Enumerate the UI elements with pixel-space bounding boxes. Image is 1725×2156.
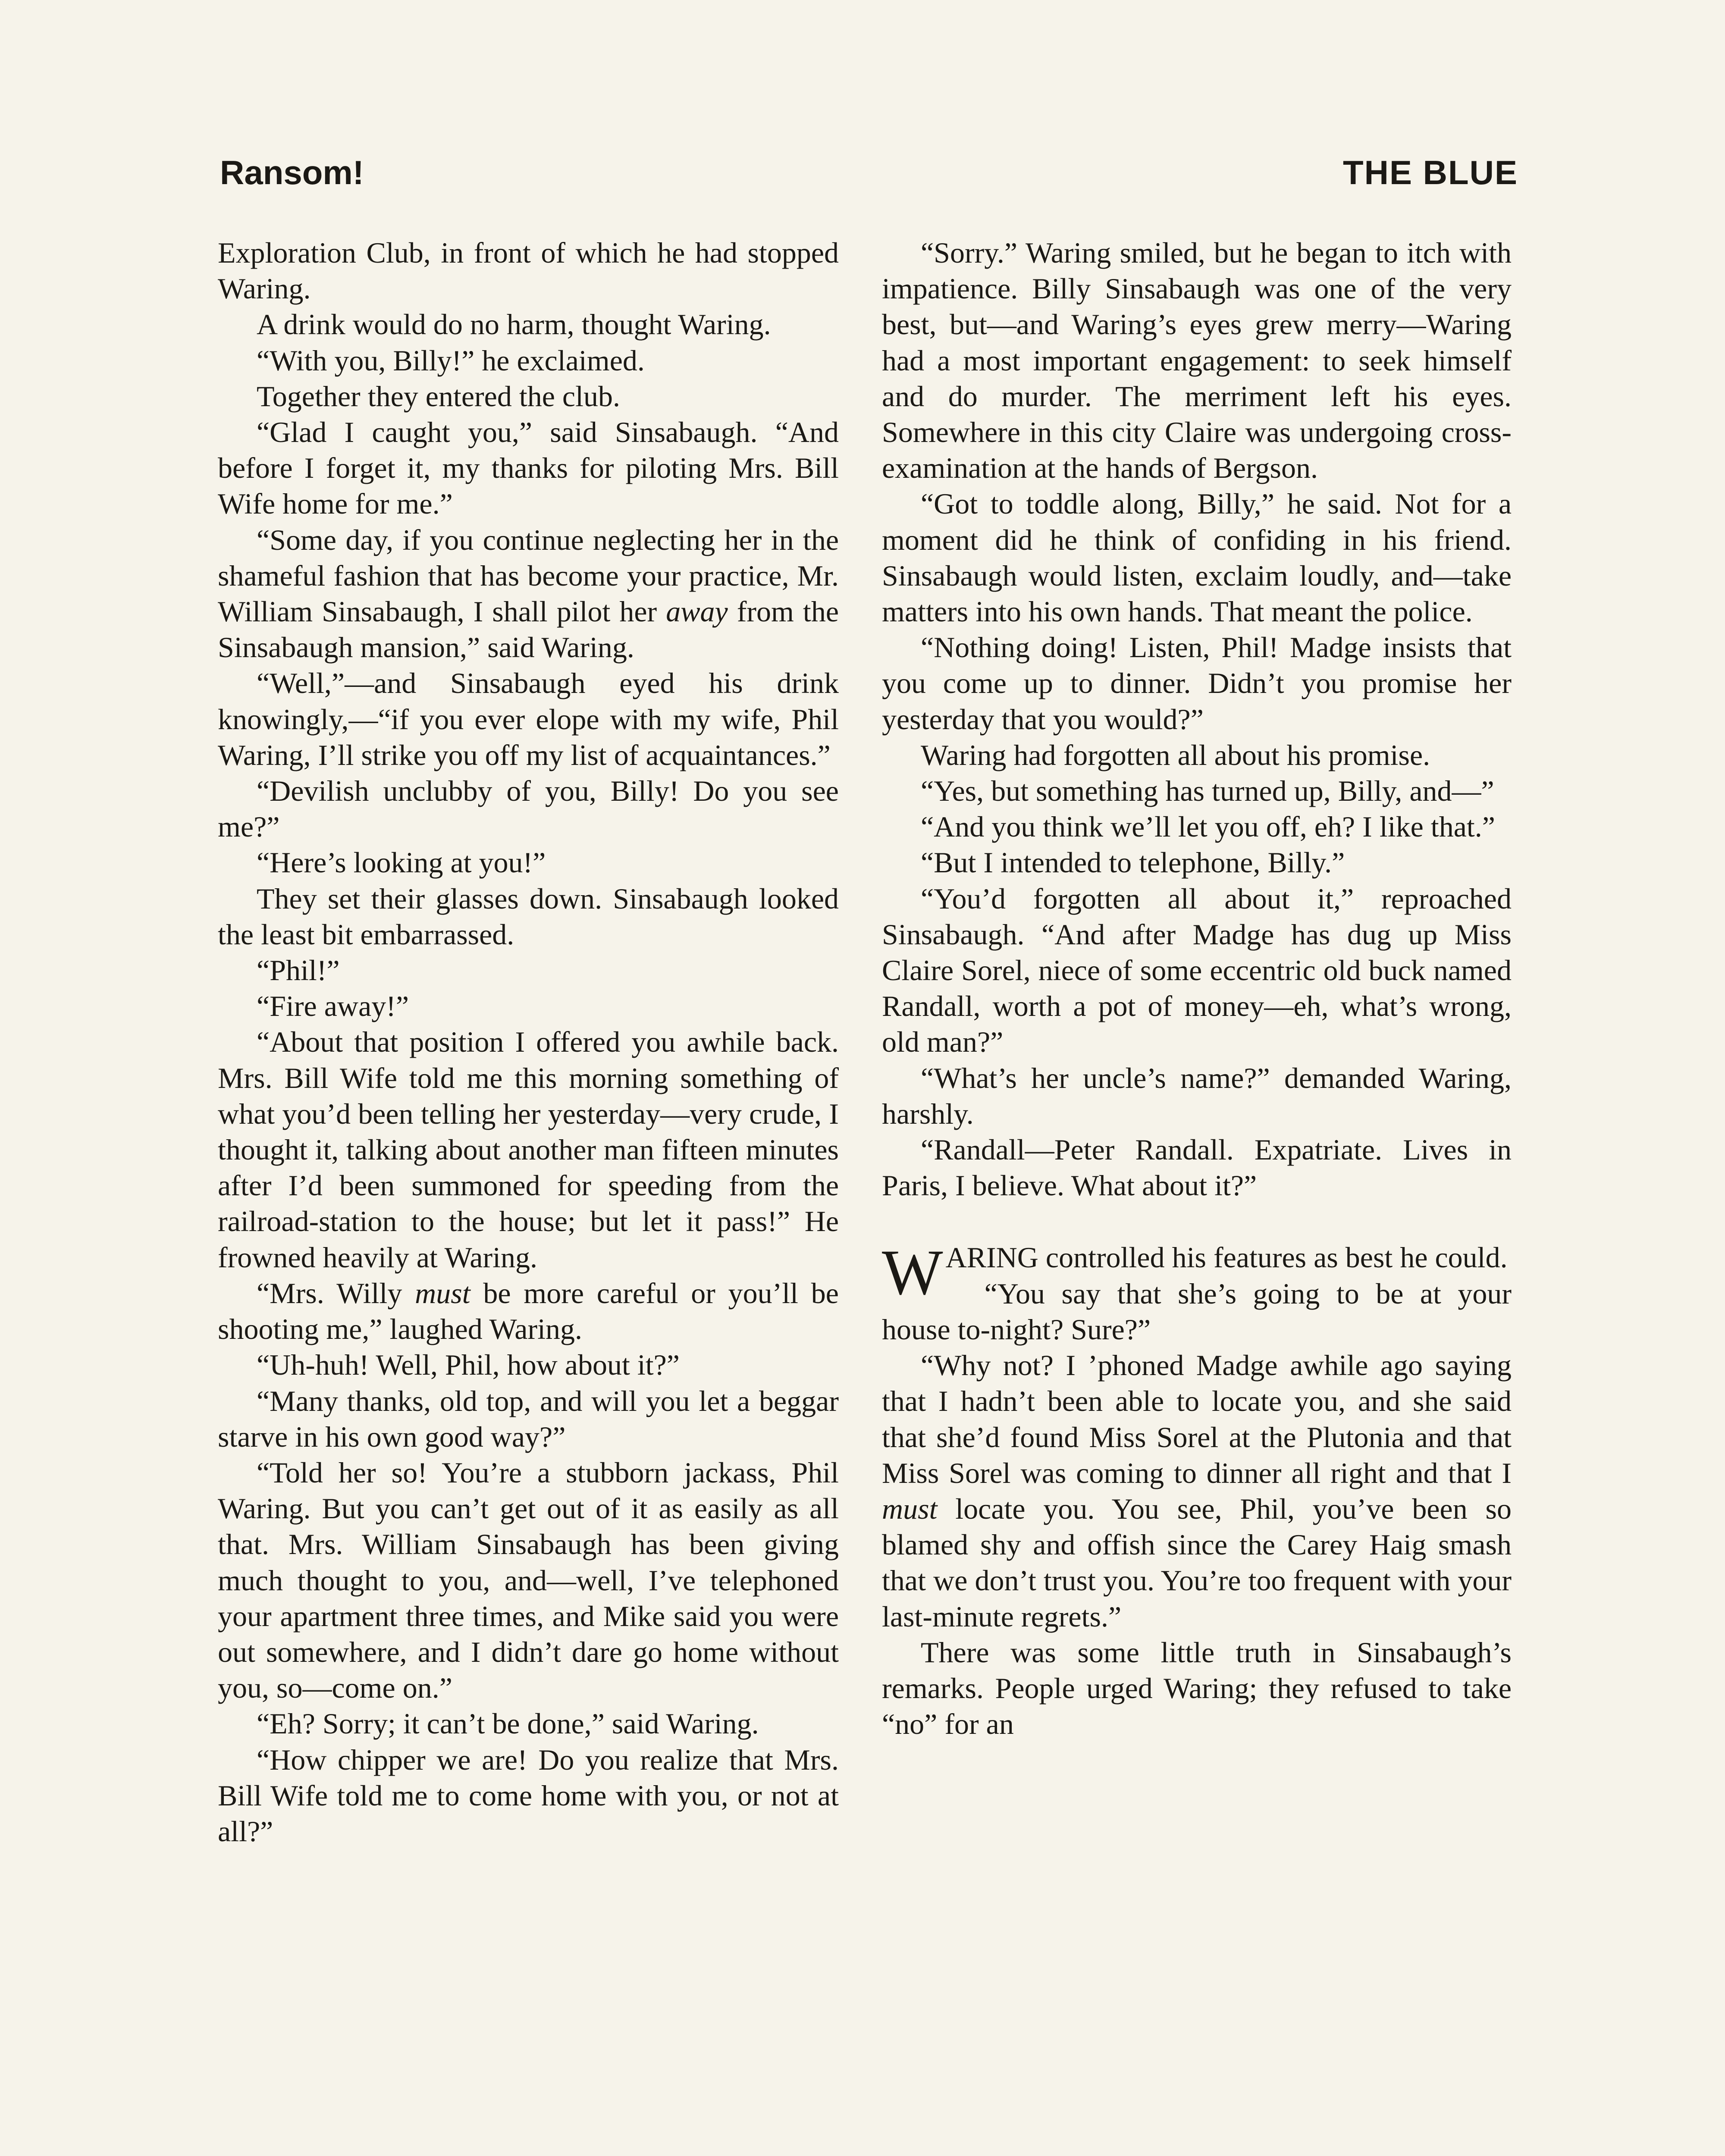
paragraph: A drink would do no harm, thought Waring. (257, 308, 771, 341)
paragraph: “What’s her uncle’s name?” demanded Waring, harshly. (882, 1061, 1512, 1130)
paragraph-text: be more careful or you’ll be shooting me,” laughed Waring. (218, 1276, 839, 1346)
paragraph: “Nothing doing! Listen, Phil! Madge insists that you come up to dinner. Didn’t you promise her yesterday that you would?” (882, 631, 1512, 736)
paragraph (882, 1348, 1512, 1635)
paragraph: “Got to toddle along, Billy,” he said. Not for a moment did he think of confiding in his friend. Sinsabaugh would listen, exclaim loudly, and—take matters into his own hands. That meant the police. (882, 487, 1512, 628)
paragraph: “And you think we’ll let you off, eh? I like that.” (921, 810, 1495, 843)
paragraph-text: locate you. You see, Phil, you’ve been so blamed shy and offish since the Carey Haig smash that we don’t trust you. You’re too frequent with your last-minute regrets.” (882, 1492, 1512, 1633)
paragraph: “You’d forgotten all about it,” reproached Sinsabaugh. “And after Madge has dug up Miss Claire Sorel, niece of some eccentric old buck named Randall, worth a pot of money—eh, what’s wrong, old man?” (882, 882, 1512, 1059)
paragraph: Together they entered the club. (257, 379, 620, 413)
paragraph: “Here’s looking at you!” (257, 846, 546, 879)
paragraph: “Fire away!” (257, 990, 409, 1023)
right-text-column (882, 235, 1512, 1742)
section-break (882, 1237, 1512, 1742)
paragraph: “Eh? Sorry; it can’t be done,” said Waring. (257, 1707, 759, 1740)
paragraph: They set their glasses down. Sinsabaugh looked the least bit embarrassed. (218, 882, 839, 951)
paragraph: There was some little truth in Sinsabaugh’s remarks. People urged Waring; they refused to take “no” for an (882, 1636, 1512, 1741)
paragraph: “But I intended to telephone, Billy.” (921, 846, 1345, 879)
drop-cap-paragraph-text: ARING controlled his features as best he could. (945, 1241, 1508, 1274)
paragraph: “Phil!” (257, 954, 340, 987)
story-title: Ransom! (220, 154, 364, 191)
paragraph: Waring had forgotten all about his promise. (921, 738, 1430, 771)
paragraph: “Sorry.” Waring smiled, but he began to itch with impatience. Billy Sinsabaugh was one of the very best, but—and Waring’s eyes grew merry—Waring had a most important engagement: to seek himself and do murder. The merriment left his eyes. Somewhere in this city Claire was undergoing cross-examination at the hands of Bergson. (882, 236, 1512, 485)
paragraph: “You say that she’s going to be at your house to-night? Sure?” (882, 1277, 1512, 1346)
paragraph-text: “Why not? I ’phoned Madge awhile ago saying that I hadn’t been able to locate you, and she said that she’d found Miss Sorel at the Plutonia and that Miss Sorel was coming to dinner all right and that I (882, 1349, 1512, 1489)
paragraph: “How chipper we are! Do you realize that Mrs. Bill Wife told me to come home with you, or not at all?” (218, 1743, 839, 1848)
paragraph: “Many thanks, old top, and will you let a beggar starve in his own good way?” (218, 1384, 839, 1453)
paragraph: “Yes, but something has turned up, Billy, and—” (921, 774, 1494, 808)
emphasized-word: must (415, 1276, 470, 1310)
left-text-column (218, 235, 839, 1849)
running-header (220, 149, 1518, 196)
paragraph: “About that position I offered you awhile back. Mrs. Bill Wife told me this morning something of what you’d been telling her yesterday—very crude, I thought it, talking about another man fifteen minutes after I’d been summoned for speeding from the railroad-station to the house; but let it pass!” He frowned heavily at Waring. (218, 1025, 839, 1274)
paragraph: Exploration Club, in front of which he had stopped Waring. (218, 236, 839, 305)
paragraph-text: “Mrs. Willy (257, 1276, 415, 1310)
paragraph-text: from the Sinsabaugh mansion,” said Waring. (218, 595, 839, 664)
right-column-part-2 (882, 1276, 1512, 1742)
paragraph-text: “Some day, if you continue neglecting her in the shameful fashion that has become your practice, Mr. William Sinsabaugh, I shall pilot her (218, 523, 839, 628)
drop-cap-paragraph (882, 1237, 1512, 1309)
right-column-part-1 (882, 235, 1512, 1203)
paragraph: “Well,”—and Sinsabaugh eyed his drink knowingly,—“if you ever elope with my wife, Phil Waring, I’ll strike you off my list of acquaintances.” (218, 667, 839, 771)
paragraph: “Randall—Peter Randall. Expatriate. Lives in Paris, I believe. What about it?” (882, 1133, 1512, 1202)
emphasized-word: away (666, 595, 728, 628)
paragraph: “Told her so! You’re a stubborn jackass, Phil Waring. But you can’t get out of it as easily as all that. Mrs. William Sinsabaugh has been giving much thought to you, and—well, I’ve telephoned your apartment three times, and Mike said you were out somewhere, and I didn’t dare go home without you, so—come on.” (218, 1456, 839, 1705)
paragraph (218, 1275, 839, 1347)
emphasized-word: must (882, 1492, 938, 1525)
paragraph: “Uh-huh! Well, Phil, how about it?” (257, 1348, 680, 1382)
drop-cap-letter: W (882, 1237, 943, 1309)
paragraph: “Devilish unclubby of you, Billy! Do you see me?” (218, 774, 839, 843)
magazine-name: THE BLUE (1343, 154, 1518, 191)
paragraph: “Glad I caught you,” said Sinsabaugh. “And before I forget it, my thanks for piloting Mrs. Bill Wife home for me.” (218, 416, 839, 520)
paragraph (218, 522, 839, 666)
paragraph: “With you, Billy!” he exclaimed. (257, 344, 645, 377)
